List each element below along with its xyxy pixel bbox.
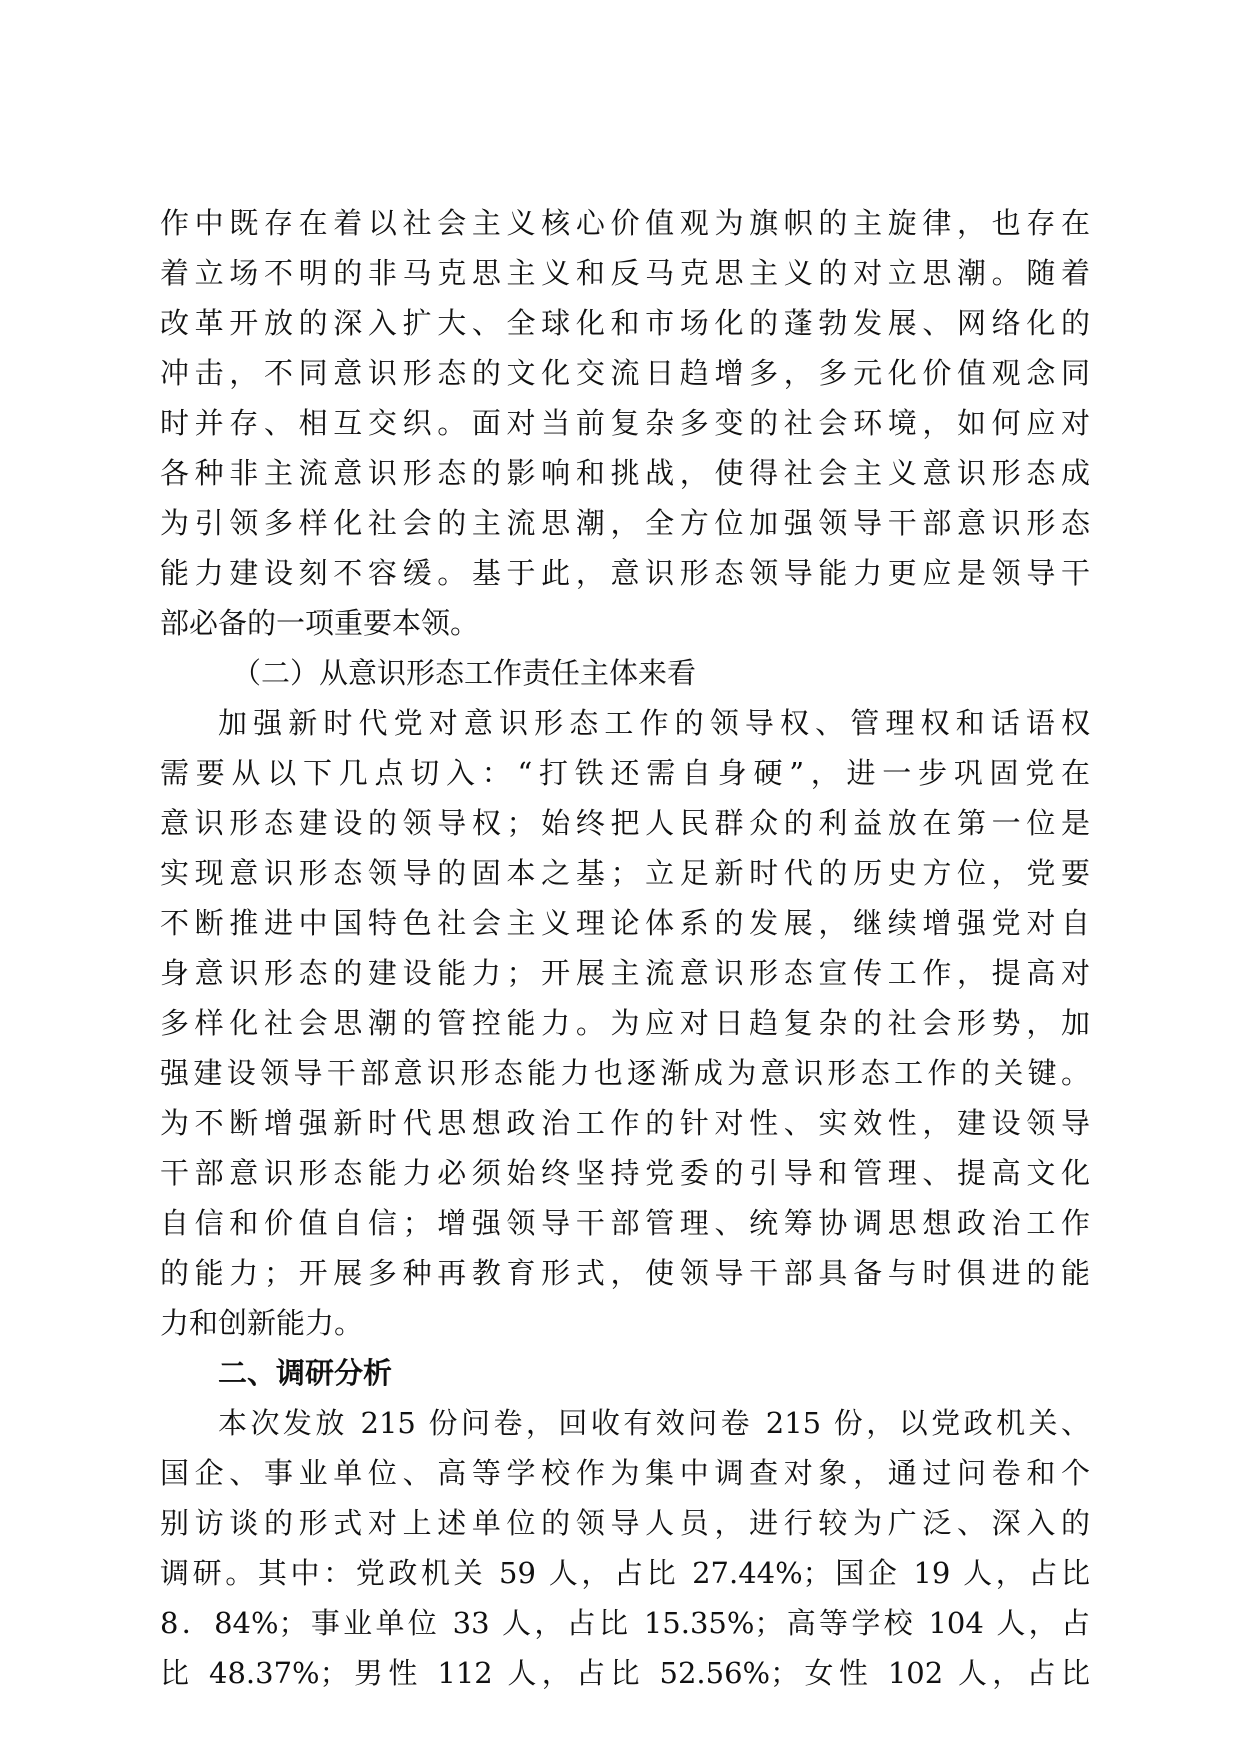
paragraph-line: 部必备的一项重要本领。	[160, 606, 480, 640]
paragraph-line: 不断推进中国特色社会主义理论体系的发展，继续增强党对自	[160, 906, 1090, 940]
paragraph-line: 各种非主流意识形态的影响和挑战，使得社会主义意识形态成	[160, 456, 1090, 490]
paragraph-line: 作中既存在着以社会主义核心价值观为旗帜的主旋律，也存在	[160, 206, 1090, 240]
paragraph-line: 冲击，不同意识形态的文化交流日趋增多，多元化价值观念同	[160, 356, 1090, 390]
paragraph-line: 身意识形态的建设能力；开展主流意识形态宣传工作，提高对	[160, 956, 1090, 990]
paragraph-line: 意识形态建设的领导权；始终把人民群众的利益放在第一位是	[160, 806, 1090, 840]
document-body	[160, 198, 1090, 1698]
paragraph-line: 的能力；开展多种再教育形式，使领导干部具备与时俱进的能	[160, 1256, 1090, 1290]
paragraph-line: 需要从以下几点切入：“打铁还需自身硬”，进一步巩固党在	[160, 756, 1090, 790]
paragraph-line: 能力建设刻不容缓。基于此，意识形态领导能力更应是领导干	[160, 556, 1090, 590]
paragraph-line: 8．84%；事业单位 33 人，占比 15.35%；高等学校 104 人，占	[160, 1606, 1090, 1640]
section-subheading: （二）从意识形态工作责任主体来看	[232, 656, 697, 690]
paragraph-line: 国企、事业单位、高等学校作为集中调查对象，通过问卷和个	[160, 1456, 1090, 1490]
paragraph-line: 力和创新能力。	[160, 1306, 364, 1340]
paragraph-line: 别访谈的形式对上述单位的领导人员，进行较为广泛、深入的	[160, 1506, 1090, 1540]
paragraph-line: 为不断增强新时代思想政治工作的针对性、实效性，建设领导	[160, 1106, 1090, 1140]
paragraph-line: 本次发放 215 份问卷，回收有效问卷 215 份，以党政机关、	[218, 1406, 1090, 1440]
paragraph-line: 比 48.37%；男性 112 人，占比 52.56%；女性 102 人，占比	[160, 1656, 1090, 1690]
section-heading: 二、调研分析	[218, 1356, 393, 1390]
paragraph-line: 时并存、相互交织。面对当前复杂多变的社会环境，如何应对	[160, 406, 1090, 440]
paragraph-line: 强建设领导干部意识形态能力也逐渐成为意识形态工作的关键。	[160, 1056, 1090, 1090]
paragraph-line: 干部意识形态能力必须始终坚持党委的引导和管理、提高文化	[160, 1156, 1090, 1190]
paragraph-line: 多样化社会思潮的管控能力。为应对日趋复杂的社会形势，加	[160, 1006, 1090, 1040]
paragraph-line: 加强新时代党对意识形态工作的领导权、管理权和话语权	[218, 706, 1090, 740]
paragraph-line: 实现意识形态领导的固本之基；立足新时代的历史方位，党要	[160, 856, 1090, 890]
paragraph-line: 调研。其中：党政机关 59 人，占比 27.44%；国企 19 人，占比	[160, 1556, 1090, 1590]
paragraph-line: 自信和价值自信；增强领导干部管理、统筹协调思想政治工作	[160, 1206, 1090, 1240]
paragraph-line: 改革开放的深入扩大、全球化和市场化的蓬勃发展、网络化的	[160, 306, 1090, 340]
paragraph-line: 为引领多样化社会的主流思潮，全方位加强领导干部意识形态	[160, 506, 1090, 540]
paragraph-line: 着立场不明的非马克思主义和反马克思主义的对立思潮。随着	[160, 256, 1090, 290]
